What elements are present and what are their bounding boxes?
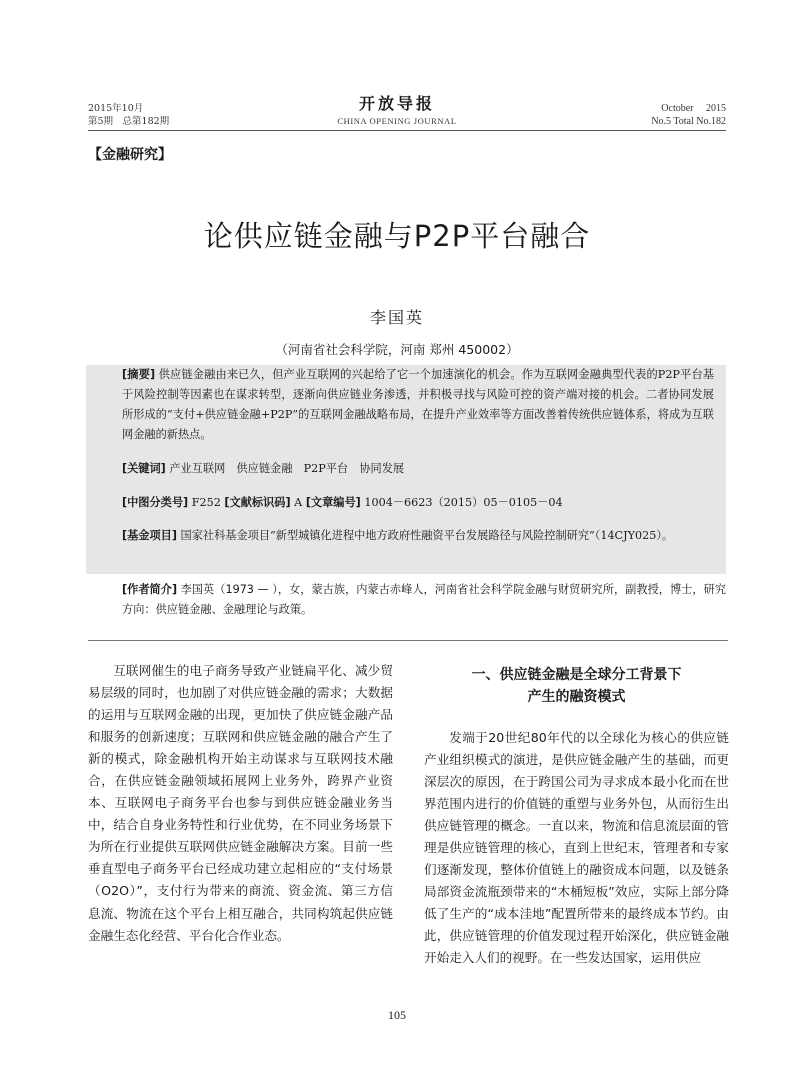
article-author: 李国英 xyxy=(369,308,424,327)
abstract-text: 供应链金融由来已久，但产业互联网的兴起给了它一个加速演化的机会。作为互联网金融典型代表的P2P平台基于风险控制等因素也在谋求转型，逐渐向供应链业务渗透，并积极寻找与风险可控的资产端对接的机会。二者协同发展所形成的“支付+供应链金融+P2P”的互联网金融战略布局，在提升产业效率等方面改善着传统供应链体系，将成为互联网金融的新热点。 xyxy=(122,368,714,441)
article-title: 论供应链金融与P2P平台融合 xyxy=(203,219,591,253)
page-number: 105 xyxy=(388,1008,406,1022)
body-left-column xyxy=(88,660,393,947)
author-note-text: 李国英（1973 — ），女，蒙古族，内蒙古赤峰人，河南省社会科学院金融与财贸研究所，副教授，博士，研究方向：供应链金融、金融理论与政策。 xyxy=(122,583,726,616)
fund-text: 国家社科基金项目“新型城镇化进程中地方政府性融资平台发展路径与风险控制研究”（14CJY025）。 xyxy=(180,529,674,542)
keywords-text: 产业互联网 供应链金融 P2P平台 协同发展 xyxy=(169,462,405,475)
journal-date-issue xyxy=(88,102,169,128)
doc-code-value: A xyxy=(294,496,303,509)
abstract xyxy=(122,365,714,445)
journal-issue-en: No.5 Total No.182 xyxy=(651,116,726,127)
article-no-value: 1004－6623（2015）05－0105－04 xyxy=(364,496,563,509)
body-right-column xyxy=(424,727,729,970)
class-label: [中图分类号] xyxy=(122,496,189,509)
intro-paragraph: 互联网催生的电子商务导致产业链扁平化、减少贸易层级的同时，也加剧了对供应链金融的需求；大数据的运用与互联网金融的出现，更加快了供应链金融产品和服务的创新速度；互联网和供应链金融的融合产生了新的模式，除金融机构开始主动谋求与互联网技术融合，在供应链金融领域拓展网上业务外，跨界产业资本、互联网电子商务平台也参与到供应链金融业务当中，结合自身业务特性和行业优势，在不同业务场景下为所在行业提供互联网供应链金融解决方案。目前一些垂直型电子商务平台已经成功建立起相应的“支付场景（O2O）”，支付行为带来的商流、资金流、第三方信息流、物流在这个平台上相互融合，共同构筑起供应链金融生态化经营、平台化合作业态。 xyxy=(88,663,393,943)
section-heading-line2: 产生的融资模式 xyxy=(527,689,626,705)
abstract-box xyxy=(86,365,726,574)
author-note xyxy=(122,580,726,620)
author-note-label: [作者简介] xyxy=(122,583,178,596)
class-value: F252 xyxy=(191,496,221,509)
section-heading xyxy=(424,664,729,708)
header-rule xyxy=(88,130,726,131)
classification-line xyxy=(122,493,714,513)
doc-code-label: [文献标识码] xyxy=(224,496,291,509)
journal-date: 2015年10月 xyxy=(88,103,144,114)
journal-date-issue-en xyxy=(651,102,726,128)
author-affiliation: （河南省社会科学院，河南 郑州 450002） xyxy=(275,342,519,357)
journal-date-en: October 2015 xyxy=(661,103,726,114)
section-heading-line1: 一、供应链金融是全球分工背景下 xyxy=(471,667,682,683)
keywords xyxy=(122,459,714,479)
keywords-label: [关键词] xyxy=(122,462,166,475)
fund-project xyxy=(122,526,714,546)
section-separator xyxy=(88,640,728,641)
abstract-label: [摘要] xyxy=(122,368,156,381)
journal-masthead xyxy=(297,94,497,128)
journal-issue: 第5期 总第182期 xyxy=(88,116,170,127)
fund-label: [基金项目] xyxy=(122,529,177,542)
journal-title-en: CHINA OPENING JOURNAL xyxy=(337,116,457,126)
journal-title-cn: 开放导报 xyxy=(358,94,435,113)
section-paragraph: 发端于20世纪80年代的以全球化为核心的供应链产业组织模式的演进，是供应链金融产生的基础，而更深层次的原因，在于跨国公司为寻求成本最小化而在世界范围内进行的价值链的重塑与业务外包，从而衍生出供应链管理的概念。一直以来，物流和信息流层面的管理是供应链管理的核心，直到上世纪末，管理者和专家们逐渐发现，整体价值链上的融资成本问题，以及链条局部资金流瓶颈带来的“木桶短板”效应，实际上部分降低了生产的“成本洼地”配置所带来的最终成本节约。由此，供应链管理的价值发现过程开始深化，供应链金融开始走入人们的视野。在一些发达国家，运用供应 xyxy=(424,730,729,966)
column-tag: 【金融研究】 xyxy=(88,147,172,163)
article-no-label: [文章编号] xyxy=(305,496,361,509)
